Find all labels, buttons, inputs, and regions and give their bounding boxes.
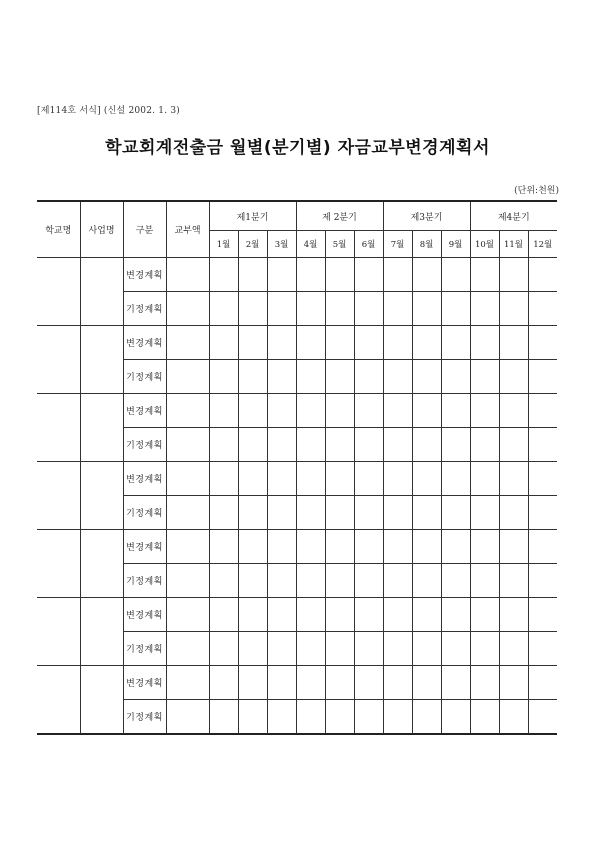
month-amount-cell[interactable]: [296, 700, 325, 735]
month-amount-cell[interactable]: [528, 666, 557, 700]
project-cell[interactable]: [80, 258, 123, 326]
month-amount-cell[interactable]: [499, 428, 528, 462]
month-amount-cell[interactable]: [296, 462, 325, 496]
month-amount-cell[interactable]: [325, 632, 354, 666]
header-grant-amount: 교부액: [166, 201, 209, 258]
month-amount-cell[interactable]: [209, 598, 238, 632]
month-amount-cell[interactable]: [354, 462, 383, 496]
header-month: 7월: [383, 231, 412, 258]
month-amount-cell[interactable]: [354, 428, 383, 462]
month-amount-cell[interactable]: [470, 496, 499, 530]
document-title: 학교회계전출금 월별(분기별) 자금교부변경계획서: [105, 138, 490, 158]
month-amount-cell[interactable]: [267, 360, 296, 394]
month-amount-cell[interactable]: [238, 632, 267, 666]
header-school: 학교명: [37, 201, 80, 258]
month-amount-cell[interactable]: [267, 394, 296, 428]
month-amount-cell[interactable]: [267, 292, 296, 326]
month-amount-cell[interactable]: [383, 598, 412, 632]
month-amount-cell[interactable]: [238, 428, 267, 462]
header-quarter: 제4분기: [470, 201, 557, 231]
month-amount-cell[interactable]: [383, 530, 412, 564]
school-cell[interactable]: [37, 258, 80, 326]
month-amount-cell[interactable]: [209, 632, 238, 666]
month-amount-cell[interactable]: [354, 564, 383, 598]
month-amount-cell[interactable]: [470, 666, 499, 700]
month-amount-cell[interactable]: [499, 598, 528, 632]
table-row: [37, 394, 557, 428]
month-amount-cell[interactable]: [383, 292, 412, 326]
school-cell[interactable]: [37, 666, 80, 735]
month-amount-cell[interactable]: [528, 598, 557, 632]
grant-amount-cell[interactable]: [166, 258, 209, 292]
month-amount-cell[interactable]: [528, 530, 557, 564]
category-cell: 기정계획: [123, 564, 166, 598]
month-amount-cell[interactable]: [325, 700, 354, 735]
month-amount-cell[interactable]: [499, 666, 528, 700]
month-amount-cell[interactable]: [325, 428, 354, 462]
month-amount-cell[interactable]: [441, 394, 470, 428]
month-amount-cell[interactable]: [441, 496, 470, 530]
month-amount-cell[interactable]: [354, 326, 383, 360]
month-amount-cell[interactable]: [296, 326, 325, 360]
month-amount-cell[interactable]: [238, 564, 267, 598]
header-category: 구분: [123, 201, 166, 258]
category-cell: 기정계획: [123, 700, 166, 735]
month-amount-cell[interactable]: [209, 292, 238, 326]
month-amount-cell[interactable]: [383, 360, 412, 394]
school-cell[interactable]: [37, 530, 80, 598]
month-amount-cell[interactable]: [412, 496, 441, 530]
month-amount-cell[interactable]: [441, 700, 470, 735]
month-amount-cell[interactable]: [325, 258, 354, 292]
table-row: [37, 666, 557, 700]
category-cell: 기정계획: [123, 360, 166, 394]
month-amount-cell[interactable]: [209, 564, 238, 598]
month-amount-cell[interactable]: [383, 462, 412, 496]
month-amount-cell[interactable]: [325, 394, 354, 428]
project-cell[interactable]: [80, 666, 123, 735]
month-amount-cell[interactable]: [209, 530, 238, 564]
month-amount-cell[interactable]: [412, 462, 441, 496]
month-amount-cell[interactable]: [354, 530, 383, 564]
month-amount-cell[interactable]: [470, 530, 499, 564]
month-amount-cell[interactable]: [209, 700, 238, 735]
header-quarter: 제1분기: [209, 201, 296, 231]
month-amount-cell[interactable]: [325, 496, 354, 530]
school-cell[interactable]: [37, 394, 80, 462]
category-cell: 변경계획: [123, 666, 166, 700]
month-amount-cell[interactable]: [209, 666, 238, 700]
month-amount-cell[interactable]: [412, 428, 441, 462]
month-amount-cell[interactable]: [441, 530, 470, 564]
month-amount-cell[interactable]: [267, 666, 296, 700]
month-amount-cell[interactable]: [441, 598, 470, 632]
month-amount-cell[interactable]: [412, 258, 441, 292]
month-amount-cell[interactable]: [296, 496, 325, 530]
header-month: 5월: [325, 231, 354, 258]
month-amount-cell[interactable]: [412, 632, 441, 666]
month-amount-cell[interactable]: [296, 632, 325, 666]
grant-amount-cell[interactable]: [166, 700, 209, 735]
month-amount-cell[interactable]: [267, 496, 296, 530]
month-amount-cell[interactable]: [267, 530, 296, 564]
month-amount-cell[interactable]: [528, 564, 557, 598]
grant-amount-cell[interactable]: [166, 496, 209, 530]
month-amount-cell[interactable]: [238, 462, 267, 496]
grant-amount-cell[interactable]: [166, 462, 209, 496]
project-cell[interactable]: [80, 462, 123, 530]
month-amount-cell[interactable]: [412, 564, 441, 598]
header-month: 4월: [296, 231, 325, 258]
month-amount-cell[interactable]: [528, 496, 557, 530]
month-amount-cell[interactable]: [296, 564, 325, 598]
header-month: 12월: [528, 231, 557, 258]
month-amount-cell[interactable]: [528, 326, 557, 360]
month-amount-cell[interactable]: [412, 292, 441, 326]
table-row: [37, 530, 557, 564]
grant-amount-cell[interactable]: [166, 666, 209, 700]
month-amount-cell[interactable]: [354, 496, 383, 530]
project-cell[interactable]: [80, 530, 123, 598]
month-amount-cell[interactable]: [383, 632, 412, 666]
month-amount-cell[interactable]: [296, 598, 325, 632]
month-amount-cell[interactable]: [412, 700, 441, 735]
month-amount-cell[interactable]: [499, 496, 528, 530]
month-amount-cell[interactable]: [441, 326, 470, 360]
header-project: 사업명: [80, 201, 123, 258]
month-amount-cell[interactable]: [441, 258, 470, 292]
month-amount-cell[interactable]: [470, 360, 499, 394]
month-amount-cell[interactable]: [441, 292, 470, 326]
month-amount-cell[interactable]: [412, 598, 441, 632]
month-amount-cell[interactable]: [383, 394, 412, 428]
form-number: [제114호 서식] (신설 2002. 1. 3): [37, 106, 180, 116]
grant-amount-cell[interactable]: [166, 564, 209, 598]
month-amount-cell[interactable]: [412, 326, 441, 360]
month-amount-cell[interactable]: [412, 666, 441, 700]
month-amount-cell[interactable]: [383, 700, 412, 735]
grant-amount-cell[interactable]: [166, 428, 209, 462]
month-amount-cell[interactable]: [383, 496, 412, 530]
table-row: [37, 462, 557, 496]
month-amount-cell[interactable]: [296, 394, 325, 428]
month-amount-cell[interactable]: [499, 564, 528, 598]
project-cell[interactable]: [80, 326, 123, 394]
month-amount-cell[interactable]: [354, 598, 383, 632]
month-amount-cell[interactable]: [383, 258, 412, 292]
month-amount-cell[interactable]: [296, 428, 325, 462]
project-cell[interactable]: [80, 394, 123, 462]
month-amount-cell[interactable]: [209, 428, 238, 462]
month-amount-cell[interactable]: [325, 326, 354, 360]
month-amount-cell[interactable]: [267, 700, 296, 735]
category-cell: 변경계획: [123, 598, 166, 632]
month-amount-cell[interactable]: [470, 564, 499, 598]
month-amount-cell[interactable]: [325, 360, 354, 394]
month-amount-cell[interactable]: [441, 428, 470, 462]
month-amount-cell[interactable]: [238, 394, 267, 428]
month-amount-cell[interactable]: [383, 326, 412, 360]
month-amount-cell[interactable]: [354, 394, 383, 428]
month-amount-cell[interactable]: [238, 598, 267, 632]
month-amount-cell[interactable]: [441, 564, 470, 598]
category-cell: 변경계획: [123, 394, 166, 428]
month-amount-cell[interactable]: [528, 428, 557, 462]
grant-amount-cell[interactable]: [166, 394, 209, 428]
category-cell: 변경계획: [123, 326, 166, 360]
table-row: [37, 326, 557, 360]
month-amount-cell[interactable]: [470, 394, 499, 428]
month-amount-cell[interactable]: [325, 462, 354, 496]
month-amount-cell[interactable]: [499, 258, 528, 292]
month-amount-cell[interactable]: [499, 394, 528, 428]
category-cell: 변경계획: [123, 530, 166, 564]
month-amount-cell[interactable]: [528, 394, 557, 428]
month-amount-cell[interactable]: [238, 360, 267, 394]
month-amount-cell[interactable]: [470, 258, 499, 292]
month-amount-cell[interactable]: [267, 632, 296, 666]
month-amount-cell[interactable]: [528, 258, 557, 292]
month-amount-cell[interactable]: [325, 598, 354, 632]
grant-amount-cell[interactable]: [166, 632, 209, 666]
month-amount-cell[interactable]: [325, 292, 354, 326]
month-amount-cell[interactable]: [383, 428, 412, 462]
header-quarter: 제 2분기: [296, 201, 383, 231]
month-amount-cell[interactable]: [296, 530, 325, 564]
month-amount-cell[interactable]: [296, 360, 325, 394]
month-amount-cell[interactable]: [470, 326, 499, 360]
grant-amount-cell[interactable]: [166, 598, 209, 632]
month-amount-cell[interactable]: [499, 530, 528, 564]
month-amount-cell[interactable]: [354, 360, 383, 394]
month-amount-cell[interactable]: [412, 394, 441, 428]
month-amount-cell[interactable]: [528, 360, 557, 394]
category-cell: 변경계획: [123, 258, 166, 292]
month-amount-cell[interactable]: [528, 700, 557, 735]
month-amount-cell[interactable]: [528, 292, 557, 326]
month-amount-cell[interactable]: [354, 292, 383, 326]
month-amount-cell[interactable]: [354, 700, 383, 735]
table-row: [37, 258, 557, 292]
month-amount-cell[interactable]: [238, 530, 267, 564]
grant-amount-cell[interactable]: [166, 530, 209, 564]
month-amount-cell[interactable]: [296, 258, 325, 292]
month-amount-cell[interactable]: [354, 632, 383, 666]
unit-note: (단위:천원): [514, 186, 559, 196]
month-amount-cell[interactable]: [470, 462, 499, 496]
header-month: 11월: [499, 231, 528, 258]
month-amount-cell[interactable]: [499, 700, 528, 735]
month-amount-cell[interactable]: [238, 700, 267, 735]
project-cell[interactable]: [80, 598, 123, 666]
month-amount-cell[interactable]: [325, 530, 354, 564]
month-amount-cell[interactable]: [209, 462, 238, 496]
month-amount-cell[interactable]: [441, 666, 470, 700]
month-amount-cell[interactable]: [528, 462, 557, 496]
month-amount-cell[interactable]: [325, 666, 354, 700]
header-month: 9월: [441, 231, 470, 258]
header-month: 6월: [354, 231, 383, 258]
month-amount-cell[interactable]: [354, 258, 383, 292]
month-amount-cell[interactable]: [296, 666, 325, 700]
month-amount-cell[interactable]: [209, 258, 238, 292]
grant-amount-cell[interactable]: [166, 326, 209, 360]
month-amount-cell[interactable]: [499, 360, 528, 394]
month-amount-cell[interactable]: [267, 462, 296, 496]
month-amount-cell[interactable]: [209, 360, 238, 394]
category-cell: 기정계획: [123, 292, 166, 326]
month-amount-cell[interactable]: [470, 292, 499, 326]
month-amount-cell[interactable]: [499, 462, 528, 496]
month-amount-cell[interactable]: [267, 258, 296, 292]
school-cell[interactable]: [37, 598, 80, 666]
month-amount-cell[interactable]: [238, 258, 267, 292]
month-amount-cell[interactable]: [528, 632, 557, 666]
school-cell[interactable]: [37, 326, 80, 394]
month-amount-cell[interactable]: [238, 666, 267, 700]
table-row: [37, 598, 557, 632]
month-amount-cell[interactable]: [470, 598, 499, 632]
fund-plan-table: [37, 200, 557, 735]
month-amount-cell[interactable]: [412, 360, 441, 394]
month-amount-cell[interactable]: [441, 462, 470, 496]
category-cell: 기정계획: [123, 428, 166, 462]
month-amount-cell[interactable]: [296, 292, 325, 326]
school-cell[interactable]: [37, 462, 80, 530]
category-cell: 기정계획: [123, 632, 166, 666]
month-amount-cell[interactable]: [267, 598, 296, 632]
month-amount-cell[interactable]: [267, 326, 296, 360]
month-amount-cell[interactable]: [412, 530, 441, 564]
header-month: 2월: [238, 231, 267, 258]
month-amount-cell[interactable]: [470, 428, 499, 462]
month-amount-cell[interactable]: [209, 496, 238, 530]
month-amount-cell[interactable]: [354, 666, 383, 700]
month-amount-cell[interactable]: [499, 632, 528, 666]
header-month: 1월: [209, 231, 238, 258]
header-month: 3월: [267, 231, 296, 258]
month-amount-cell[interactable]: [499, 326, 528, 360]
month-amount-cell[interactable]: [383, 666, 412, 700]
category-cell: 기정계획: [123, 496, 166, 530]
month-amount-cell[interactable]: [441, 360, 470, 394]
month-amount-cell[interactable]: [209, 394, 238, 428]
category-cell: 변경계획: [123, 462, 166, 496]
month-amount-cell[interactable]: [441, 632, 470, 666]
month-amount-cell[interactable]: [267, 428, 296, 462]
month-amount-cell[interactable]: [238, 496, 267, 530]
grant-amount-cell[interactable]: [166, 292, 209, 326]
month-amount-cell[interactable]: [325, 564, 354, 598]
header-quarter: 제3분기: [383, 201, 470, 231]
month-amount-cell[interactable]: [209, 326, 238, 360]
month-amount-cell[interactable]: [238, 292, 267, 326]
month-amount-cell[interactable]: [383, 564, 412, 598]
header-month: 8월: [412, 231, 441, 258]
month-amount-cell[interactable]: [499, 292, 528, 326]
grant-amount-cell[interactable]: [166, 360, 209, 394]
month-amount-cell[interactable]: [470, 632, 499, 666]
month-amount-cell[interactable]: [470, 700, 499, 735]
month-amount-cell[interactable]: [238, 326, 267, 360]
month-amount-cell[interactable]: [267, 564, 296, 598]
header-month: 10월: [470, 231, 499, 258]
